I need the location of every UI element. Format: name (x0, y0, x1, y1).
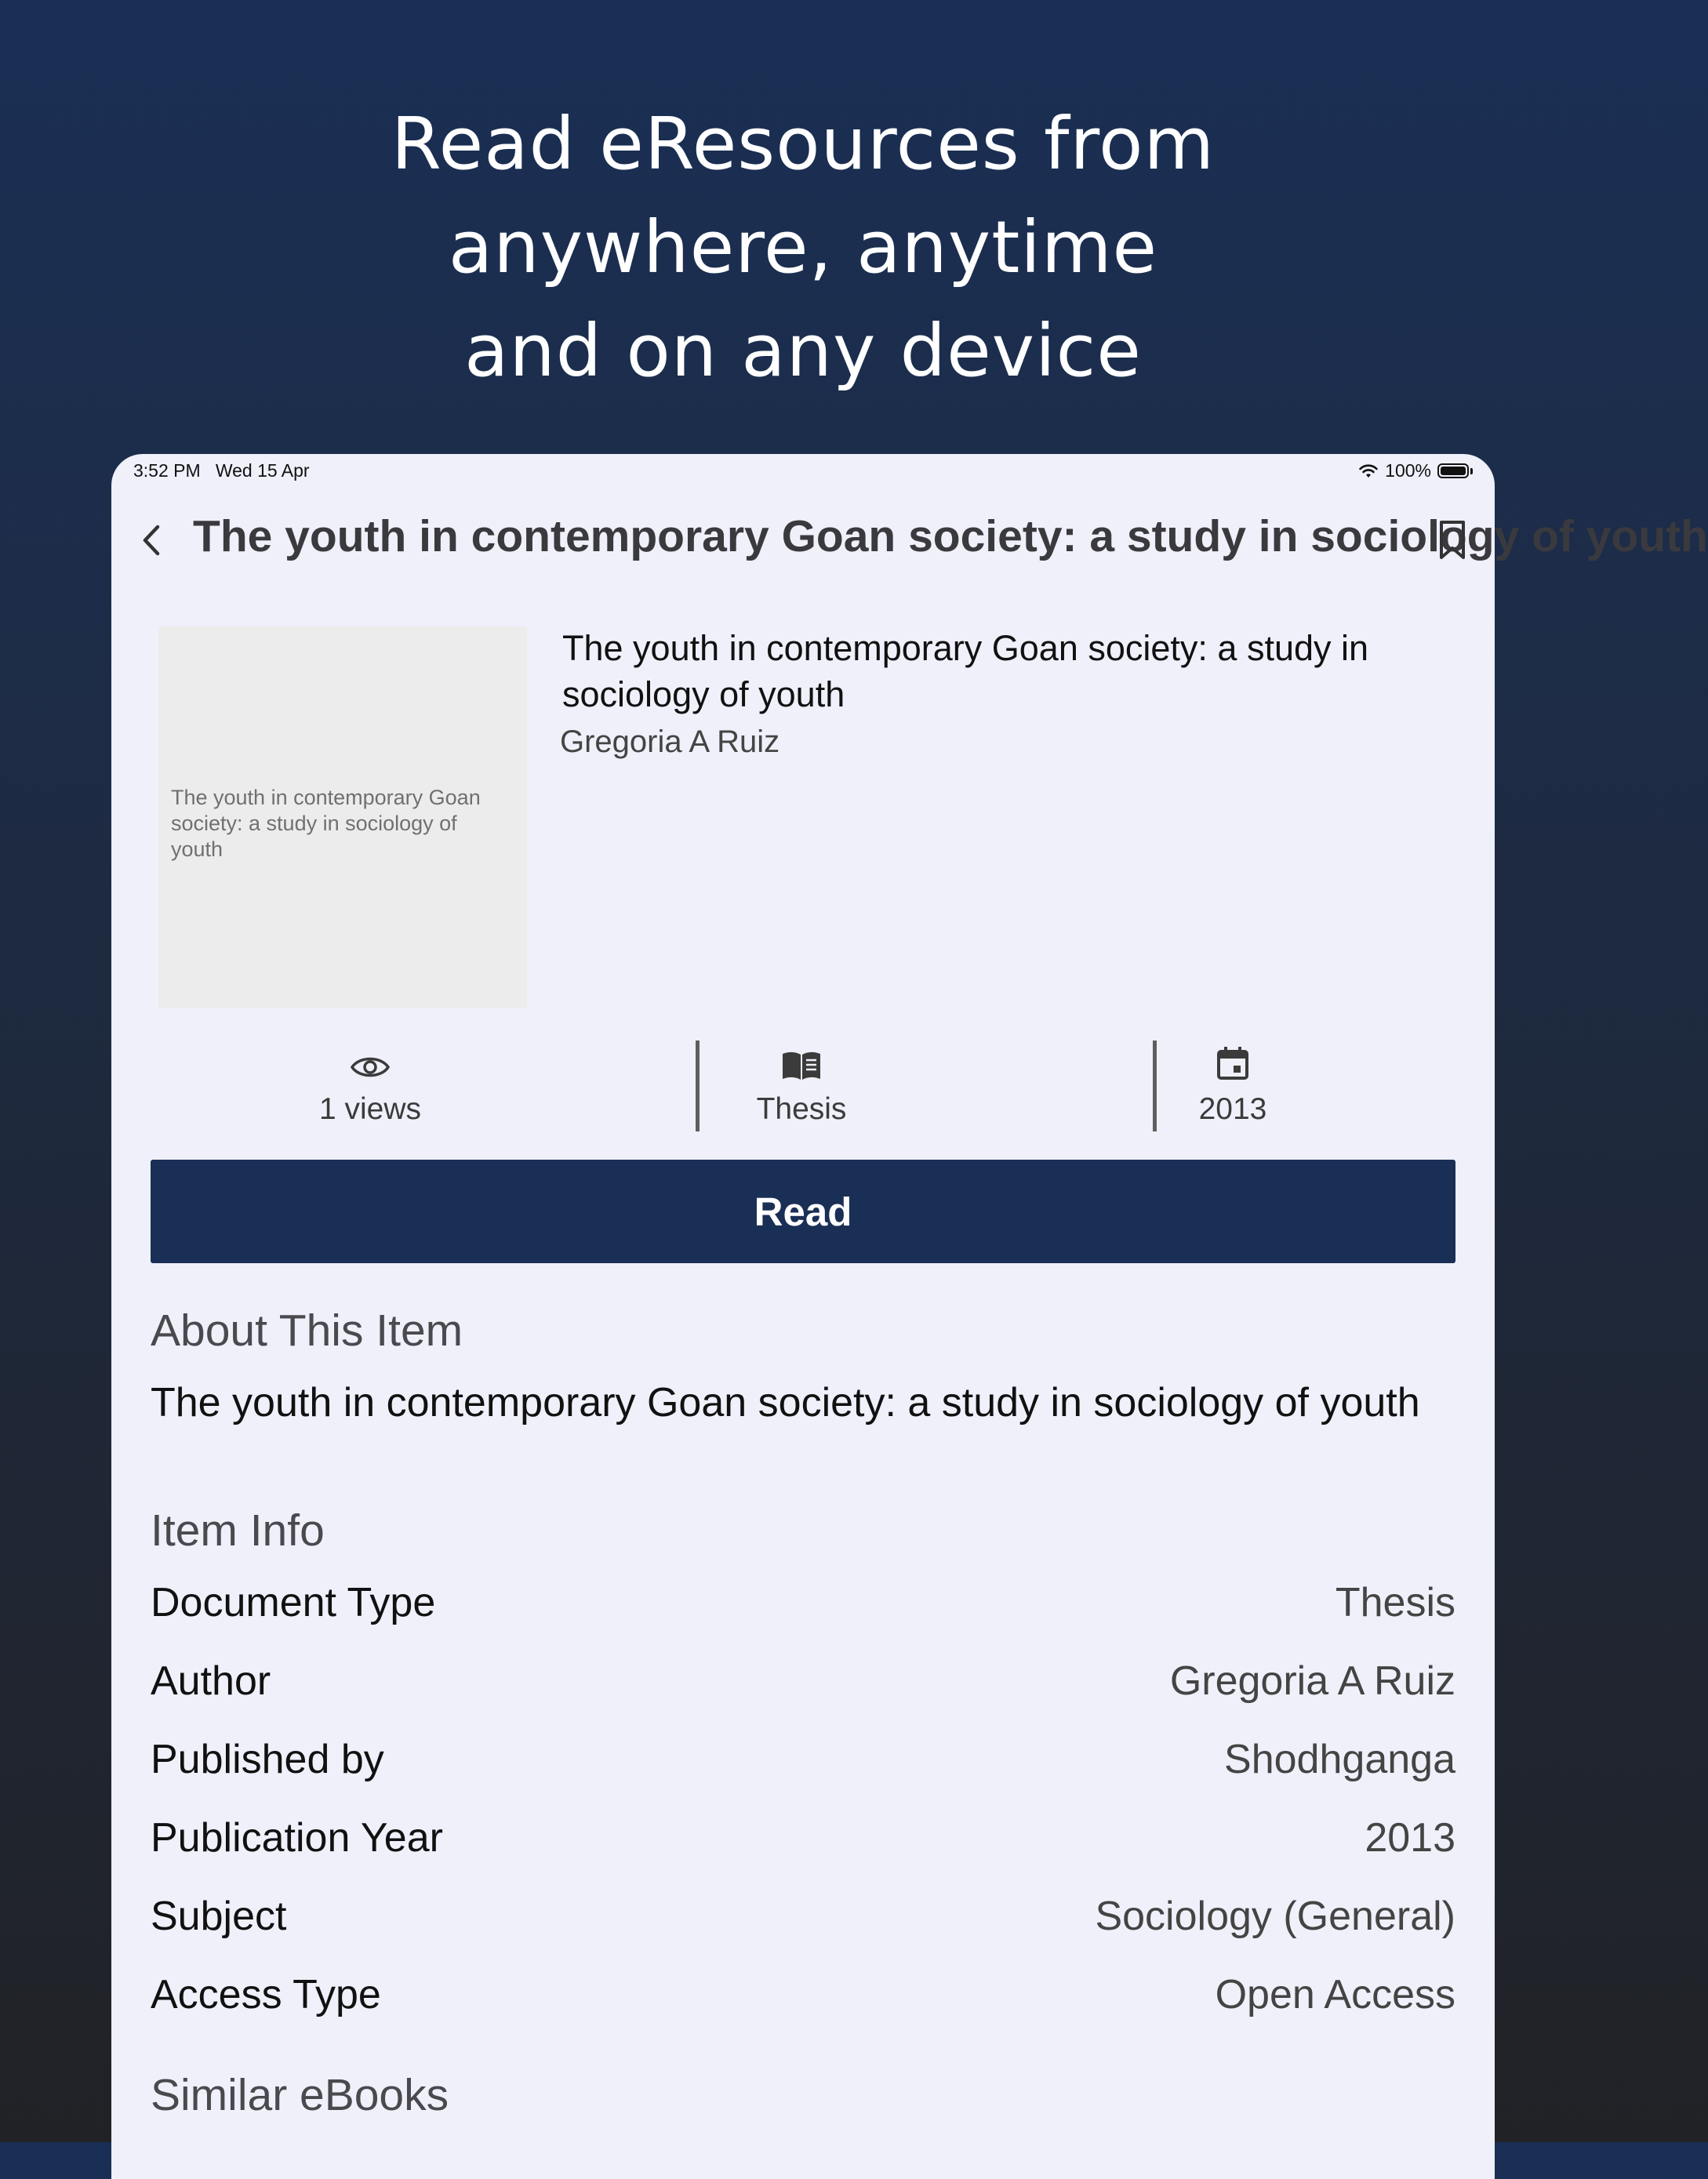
stat-year (1013, 1034, 1452, 1136)
eye-icon (350, 1053, 391, 1081)
read-button[interactable]: Read (151, 1160, 1455, 1263)
info-value: Sociology (General) (1095, 1894, 1455, 1939)
stat-views (151, 1034, 590, 1136)
views-label: 1 views (318, 1092, 422, 1126)
book-author: Gregoria A Ruiz (560, 725, 780, 759)
promo-line-1: Read eResources from (391, 102, 1216, 186)
stats-row (151, 1034, 1452, 1136)
info-value: 2013 (1365, 1815, 1455, 1861)
battery-percent: 100% (1385, 460, 1431, 481)
info-row-publication-year (151, 1814, 1455, 1869)
info-row-document-type (151, 1579, 1455, 1634)
info-label: Publication Year (151, 1815, 443, 1861)
promo-line-3: and on any device (464, 309, 1142, 393)
chevron-left-icon (140, 524, 161, 557)
info-label: Author (151, 1658, 271, 1704)
info-label: Subject (151, 1894, 287, 1939)
book-title: The youth in contemporary Goan society: a study in sociology of youth (562, 628, 1369, 714)
book-cover (158, 626, 527, 1008)
info-value: Shodhganga (1224, 1737, 1455, 1782)
wifi-icon (1358, 463, 1379, 479)
battery-icon (1437, 463, 1469, 478)
cover-text: The youth in contemporary Goan society: a study in sociology of youth (171, 786, 481, 861)
info-row-published-by (151, 1736, 1455, 1791)
promo-line-2: anywhere, anytime (448, 205, 1158, 289)
status-right (1358, 460, 1473, 481)
item-info-heading: Item Info (151, 1505, 325, 1556)
promo-headline (0, 93, 1606, 403)
device-screen (111, 454, 1708, 2179)
status-bar (111, 454, 1495, 488)
about-heading: About This Item (151, 1306, 463, 1356)
info-label: Published by (151, 1737, 384, 1782)
info-label: Document Type (151, 1580, 436, 1625)
type-label: Thesis (756, 1092, 847, 1126)
stat-type (582, 1034, 1021, 1136)
back-button[interactable] (135, 517, 166, 564)
info-row-subject (151, 1893, 1455, 1948)
about-text: The youth in contemporary Goan society: a study in sociology of youth (151, 1380, 1420, 1425)
bookmark-icon (1435, 518, 1470, 562)
year-label: 2013 (1198, 1092, 1267, 1126)
similar-ebooks-heading: Similar eBooks (151, 2070, 449, 2120)
page-title: The youth in contemporary Goan society: a study in sociology of youth (193, 511, 1708, 561)
battery-nub (1470, 468, 1473, 474)
nav-bar (111, 488, 1708, 583)
calendar-icon (1216, 1045, 1250, 1081)
bookmark-button[interactable] (1435, 518, 1470, 562)
info-label: Access Type (151, 1972, 381, 2017)
info-value: Open Access (1215, 1972, 1455, 2017)
info-value: Gregoria A Ruiz (1169, 1658, 1455, 1704)
info-value: Thesis (1335, 1580, 1455, 1625)
status-time: 3:52 PM Wed 15 Apr (133, 460, 310, 481)
info-row-author (151, 1658, 1455, 1712)
book-open-icon (781, 1050, 822, 1081)
info-row-access-type (151, 1971, 1455, 2026)
